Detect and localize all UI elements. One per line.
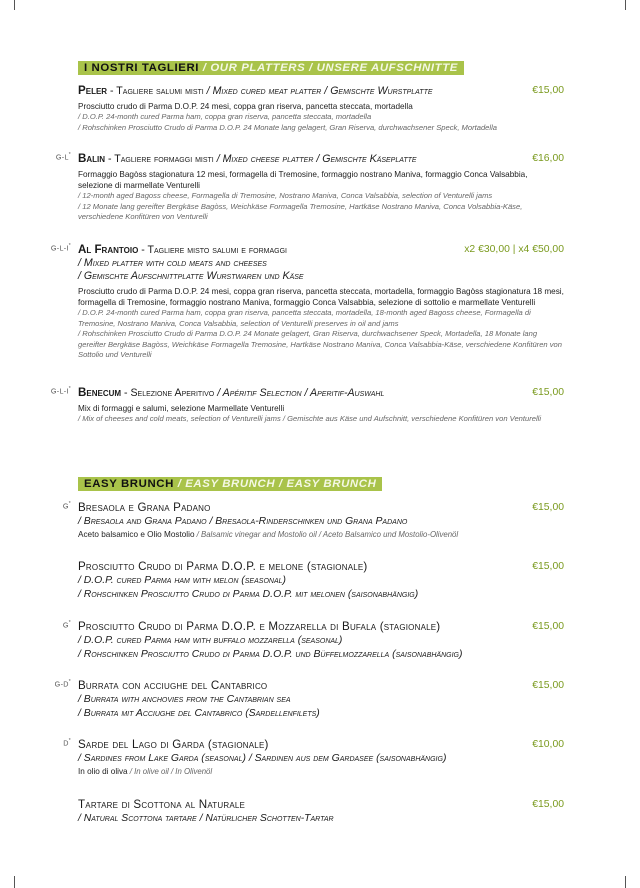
item-subtitle-translation: / Mixed cured meat platter / Gemischte Wurstplatte [203, 85, 433, 97]
section-banner-brunch [78, 477, 382, 491]
item-name: Tartare di Scottona al Naturale [78, 798, 246, 811]
menu-item-burrata [54, 679, 564, 721]
crop-mark [625, 876, 626, 888]
menu-item-al-frantoio [50, 243, 564, 361]
item-translation: / Natural Scottona tartare / Natürlicher Schotten-Tartar [78, 813, 334, 824]
item-subtitle-translation-de: / Gemischte Aufschnittplatte Wurstwaren und Käse [78, 270, 304, 282]
menu-item-benecum [50, 386, 564, 425]
item-price: €15,00 [532, 85, 564, 96]
section-banner-platters [78, 61, 464, 75]
item-name: Benecum [78, 386, 122, 399]
item-title [78, 152, 564, 166]
item-price: €15,00 [532, 502, 564, 513]
allergen-code: G-D* [54, 679, 71, 689]
item-translation-en: / D.O.P. cured Parma ham with buffalo mozzarella (seasonal) [78, 635, 343, 646]
item-name: Balin [78, 152, 106, 165]
item-name: Al Frantoio [78, 243, 139, 256]
item-title [78, 386, 564, 400]
item-price: €15,00 [532, 387, 564, 398]
item-price: €15,00 [532, 561, 564, 572]
item-description: Mix di formaggi e salumi, selezione Marmellate Venturelli [78, 404, 285, 413]
item-subtitle: - Tagliere misto salumi e formaggi [138, 244, 288, 256]
item-price: €15,00 [532, 621, 564, 632]
menu-item-prosciutto-melone [78, 560, 564, 602]
menu-item-bresaola [62, 501, 564, 541]
item-name: Bresaola e Grana Padano [78, 501, 211, 514]
section-title: EASY BRUNCH [84, 478, 174, 490]
item-description: Formaggio Bagòss stagionatura 12 mesi, formagella di Tremosine, formaggio nostrano Maniva, formaggio Conca Valsabbia, selezione di marmellate Venturelli [78, 170, 528, 190]
item-title [78, 243, 564, 257]
item-name: Peler [78, 84, 108, 97]
item-translation-de: / Rohschinken Prosciutto Crudo di Parma D.O.P. 24 Monate lang gelagert, Gran Riserva, durchwachsener Speck, Mortadella [78, 122, 497, 132]
item-translation-de: / Burrata mit Acciughe del Cantabrico (Sardellenfilets) [78, 708, 320, 719]
crop-mark [625, 0, 626, 10]
section-title-translation: / EASY BRUNCH / EASY BRUNCH [173, 478, 377, 490]
item-name: Prosciutto Crudo di Parma D.O.P. e melone (stagionale) [78, 560, 368, 573]
item-description: Aceto balsamico e Olio Mostolio / Balsamic vinegar and Mostolio oil / Aceto Balsamico und Mostolio-Olivenöl [78, 530, 459, 539]
item-translation: / Sardines from Lake Garda (seasonal) / Sardinen aus dem Gardasee (saisonabhängig) [78, 753, 447, 764]
item-translation-de: / Rohschinken Prosciutto Crudo di Parma D.O.P. 24 Monate gelagert, Gran Riserva, durchwachsener Speck, Mortadella, 18 Monate lang gereifter Bergkäse Bagòss, Weichkäse Formagella Tremosine, Hartkäse Nostrano Maniva, Conca Valsabbia-Käse, verschiedene Konfitüren von Sottolio und Venturelli [78, 329, 562, 360]
menu-item-prosciutto-mozzarella [62, 620, 564, 662]
item-translation-de: / 12 Monate lang gereifter Bergkäse Bagòss, Weichkäse Formagella Tremosine, Hartkäse Nostrano Maniva, Conca Volsabbia-Käse, verschiedene Konfitüren von Venturelli [78, 201, 523, 222]
item-description: Prosciutto crudo di Parma D.O.P. 24 mesi, coppa gran riserva, pancetta steccata, mortadella, formaggio Bagòss stagionatura 18 mesi, formagella di Tremosine, formaggio nostrano Maniva, formaggio Conca Valsabbia, selezione di sottolio e marmellate Venturelli [78, 287, 564, 307]
item-price: €15,00 [532, 799, 564, 810]
item-translation-en: / D.O.P. 24-month cured Parma ham, coppa gran riserva, pancetta steccata, mortadella, 18-month aged Bagoss cheese, Formagella di Tremosine, Nostrano Maniva, Conca Valsabbia, selection of Venturelli preserves in oil and jams [78, 308, 531, 328]
allergen-code: D* [63, 738, 71, 748]
item-name: Prosciutto Crudo di Parma D.O.P. e Mozzarella di Bufala (stagionale) [78, 620, 441, 633]
section-title: I NOSTRI TAGLIERI [84, 62, 200, 74]
item-name: Sarde del Lago di Garda (stagionale) [78, 738, 269, 751]
allergen-code: G-L-I* [50, 386, 71, 396]
menu-item-sarde [63, 738, 564, 778]
allergen-code: G-L* [55, 152, 71, 162]
item-translation-en: / D.O.P. 24-month cured Parma ham, coppa gran riserva, pancetta steccata, mortadella [78, 112, 372, 121]
item-subtitle-translation: / Mixed cheese platter / Gemischte Käseplatte [213, 153, 417, 165]
allergen-code: G-L-I* [50, 243, 71, 253]
item-translation-en: / D.O.P. cured Parma ham with melon (seasonal) [78, 575, 286, 586]
item-description: Prosciutto crudo di Parma D.O.P. 24 mesi, coppa gran riserva, pancetta steccata, mortadella [78, 102, 413, 111]
item-subtitle: - Tagliere formaggi misti [105, 153, 214, 165]
allergen-code: G* [62, 620, 71, 630]
item-translation-en: / 12-month aged Bagoss cheese, Formagella di Tremosine, Nostrano Maniva, Conca Valsabbia, selection of Venturelli jams [78, 191, 493, 200]
allergen-code: G* [62, 501, 71, 511]
menu-item-balin [55, 152, 564, 223]
item-translation-de: / Rohschinken Prosciutto Crudo di Parma D.O.P. mit melonen (saisonabhängig) [78, 589, 419, 600]
menu-item-tartare [78, 798, 564, 826]
item-subtitle-translation-en: / Mixed platter with cold meats and cheeses [78, 257, 267, 269]
menu-item-peler [78, 84, 564, 133]
item-title [78, 84, 564, 98]
crop-mark [14, 0, 15, 10]
item-price: x2 €30,00 | x4 €50,00 [464, 244, 564, 255]
item-description: In olio di oliva / In olive oil / In Olivenöl [78, 767, 213, 776]
item-price: €10,00 [532, 739, 564, 750]
crop-mark [14, 876, 15, 888]
section-title-translation: / OUR PLATTERS / UNSERE AUFSCHNITTE [199, 62, 458, 74]
item-translation: / Bresaola and Grana Padano / Bresaola-Rinderschinken und Grana Padano [78, 516, 408, 527]
item-translation-de: / Rohschinken Prosciutto Crudo di Parma D.O.P. und Büffelmozzarella (saisonabhängig) [78, 649, 463, 660]
item-subtitle-translation: / Apéritif Selection / Aperitif-Auswahl [214, 387, 385, 399]
item-price: €16,00 [532, 153, 564, 164]
item-subtitle: - Selezione Aperitivo [121, 387, 215, 399]
item-price: €15,00 [532, 680, 564, 691]
item-translation-en: / Burrata with anchovies from the Cantabrian sea [78, 694, 291, 705]
item-subtitle: - Tagliere salumi misti [107, 85, 204, 97]
item-translation: / Mix of cheeses and cold meats, selection of Venturelli jams / Gemischte aus Käse und Aufschnitt, verschiedene Konfitüren von Venturelli [78, 414, 542, 423]
item-name: Burrata con acciughe del Cantabrico [78, 679, 268, 692]
